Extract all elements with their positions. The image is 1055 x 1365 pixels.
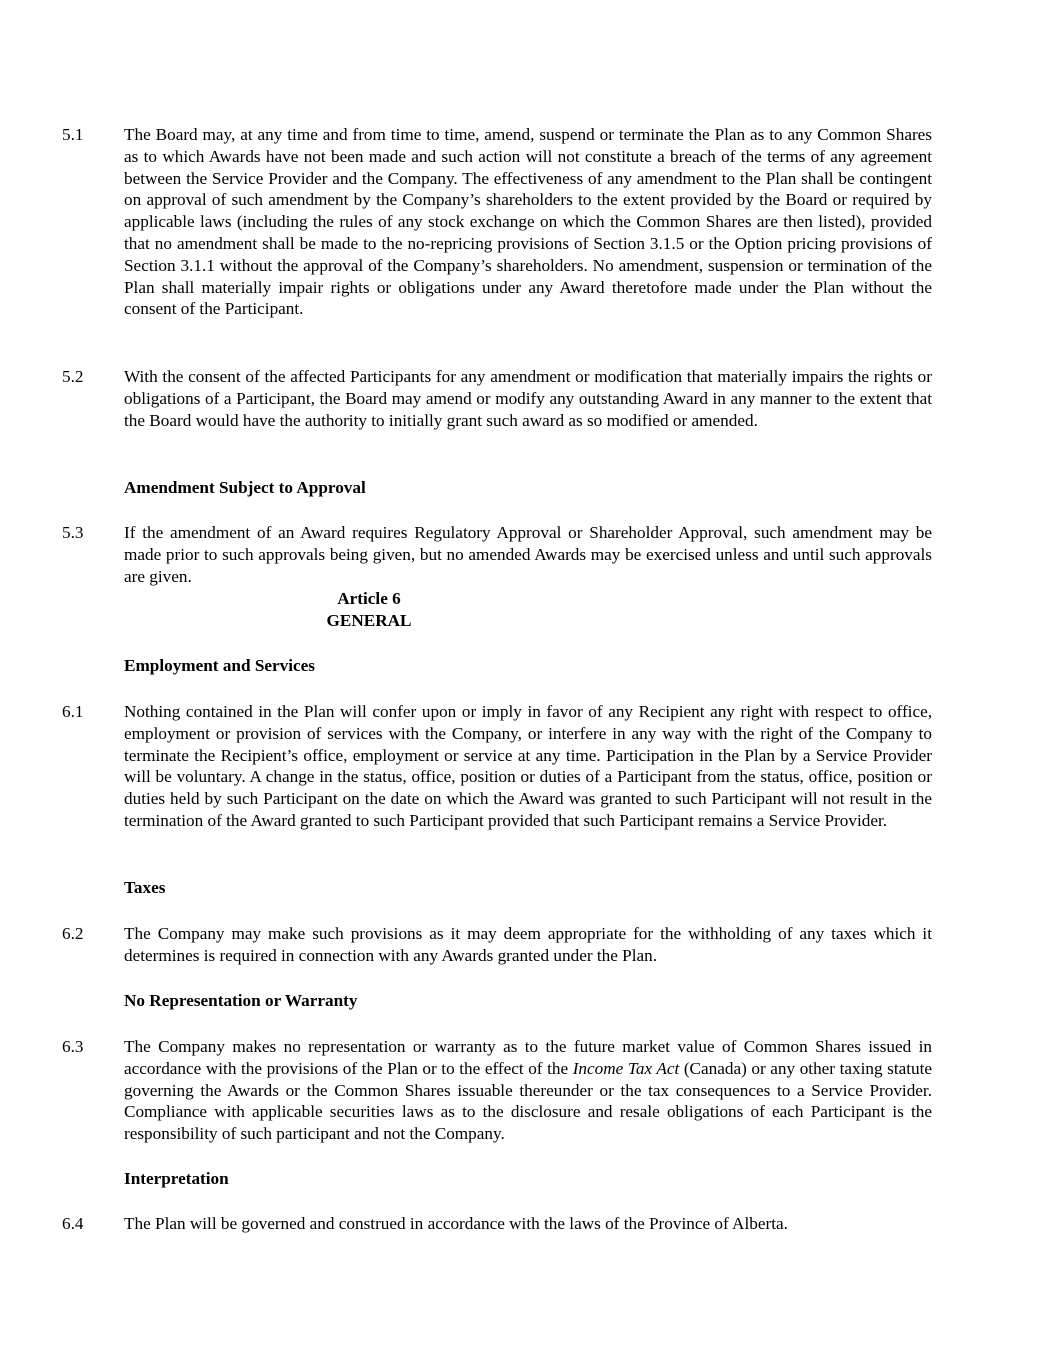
article-heading — [124, 588, 994, 632]
heading-no-representation-or-warranty: No Representation or Warranty — [124, 991, 358, 1010]
section-text — [124, 1036, 932, 1145]
section-number: 6.4 — [62, 1214, 84, 1233]
section-6-4 — [62, 1213, 932, 1235]
section-5-2 — [62, 366, 932, 431]
section-number: 6.2 — [62, 924, 84, 943]
section-6-3 — [62, 1036, 932, 1145]
section-text: The Plan will be governed and construed in accordance with the laws of the Province of Alberta. — [124, 1214, 788, 1233]
heading-taxes: Taxes — [124, 878, 166, 897]
section-text: The Board may, at any time and from time to time, amend, suspend or terminate the Plan as to any Common Shares as to which Awards have not been made and such action will not constitute a breach of the terms of any agreement between the Service Provider and the Company. The effectiveness of any amendment to the Plan shall be contingent on approval of such amendment by the Company’s shareholders to the extent provided by the Board or required by applicable laws (including the rules of any stock exchange on which the Common Shares are then listed), provided that no amendment shall be made to the no-repricing provisions of Section 3.1.5 or the Option pricing provisions of Section 3.1.1 without the approval of the Company’s shareholders. No amendment, suspension or termination of the Plan shall materially impair rights or obligations under any Award theretofore made under the Plan without the consent of the Participant. — [124, 125, 932, 319]
section-5-3 — [62, 522, 932, 587]
section-number: 5.1 — [62, 125, 84, 144]
section-text: If the amendment of an Award requires Regulatory Approval or Shareholder Approval, such amendment may be made prior to such approvals being given, but no amended Awards may be exercised unless and until such approvals are given. — [124, 523, 932, 586]
section-5-1 — [62, 124, 932, 320]
section-number: 6.3 — [62, 1037, 84, 1056]
section-text-part: (Canada) or any other taxing statute governing the Awards or the Common Shares issuable thereunder or the tax consequences to a Service Provider. Compliance with applicable securities laws as to the disclosure and resale obligations of each Participant is the responsibility of such participant and not the Company. — [124, 1058, 933, 1144]
section-number: 6.1 — [62, 702, 84, 721]
section-6-2 — [62, 923, 932, 967]
section-number: 5.2 — [62, 367, 84, 386]
article-number: Article 6 — [337, 589, 401, 608]
statute-name: Income Tax Act — [572, 1058, 680, 1078]
heading-interpretation: Interpretation — [124, 1169, 229, 1188]
section-text-part: The Company makes no representation or warranty as to the future market value of Common Shares issued in accordance with the provisions of the Plan or to the effect of the — [124, 1037, 932, 1078]
section-text: The Company may make such provisions as it may deem appropriate for the withholding of any taxes which it determines is required in connection with any Awards granted under the Plan. — [124, 924, 932, 965]
article-title: GENERAL — [326, 610, 412, 630]
section-text: With the consent of the affected Participants for any amendment or modification that materially impairs the rights or obligations of a Participant, the Board may amend or modify any outstanding Award in any manner to the extent that the Board would have the authority to initially grant such award as so modified or amended. — [124, 367, 932, 430]
section-number: 5.3 — [62, 523, 84, 542]
heading-employment-and-services: Employment and Services — [124, 656, 315, 675]
section-text: Nothing contained in the Plan will confer upon or imply in favor of any Recipient any right with respect to office, employment or provision of services with the Company, or interfere in any way with the right of the Company to terminate the Recipient’s office, employment or service at any time. Participation in the Plan by a Service Provider will be voluntary. A change in the status, office, position or duties of a Participant from the status, office, position or duties held by such Participant on the date on which the Award was granted to such Participant will not result in the termination of the Award granted to such Participant provided that such Participant remains a Service Provider. — [124, 702, 932, 830]
heading-amendment-subject-to-approval: Amendment Subject to Approval — [124, 478, 366, 497]
section-6-1 — [62, 701, 932, 832]
